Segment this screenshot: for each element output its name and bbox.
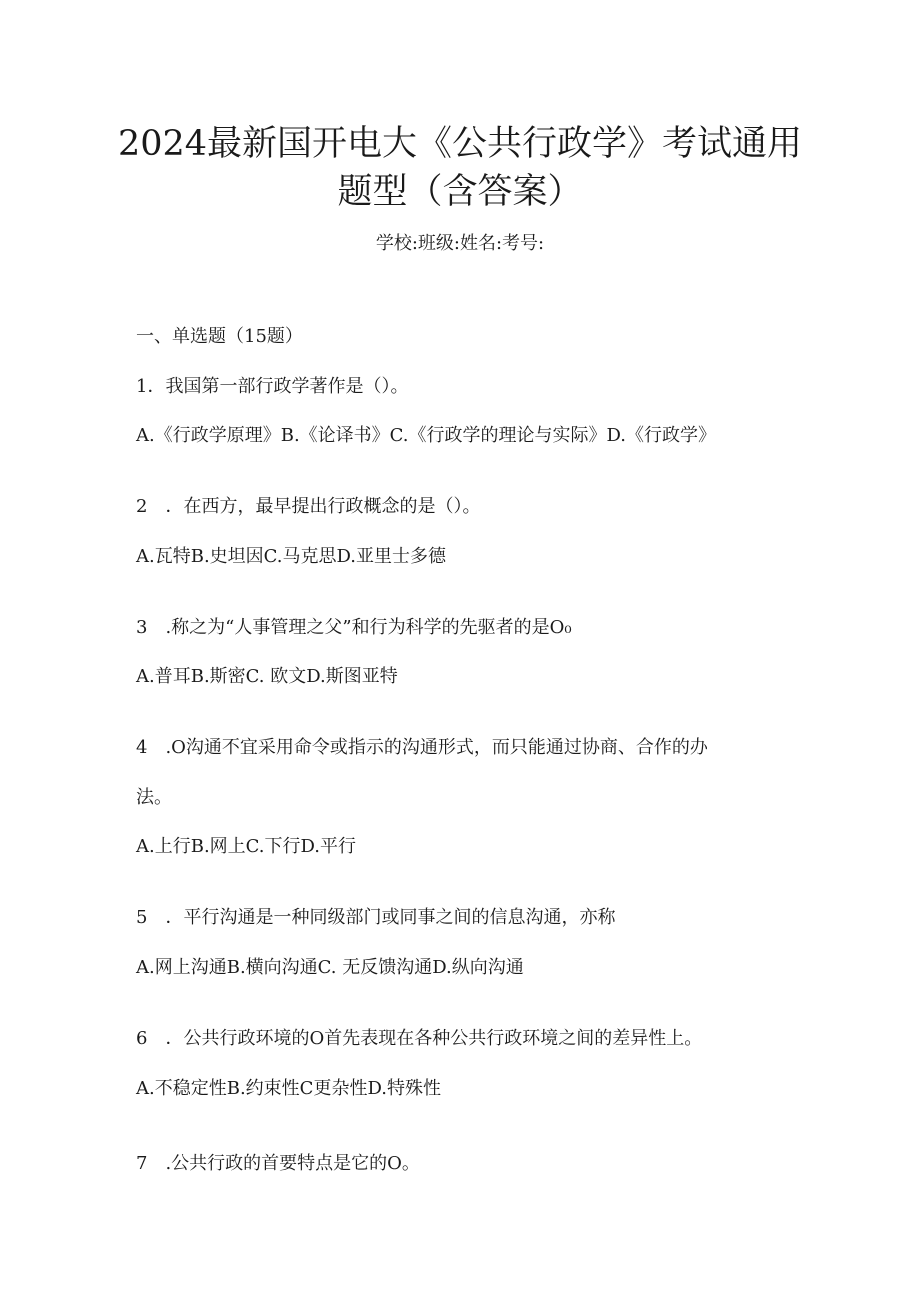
question-1-options: A.《行政学原理》B.《论译书》C.《行政学的理论与实际》D.《行政学》	[136, 425, 717, 446]
question-4-stem-line-2: 法。	[136, 787, 172, 808]
question-6-options: A.不稳定性B.约束性C更杂性D.特殊性	[136, 1078, 441, 1099]
document-title-line-2: 题型（含答案）	[337, 172, 583, 212]
section-heading: 一、单选题（15题）	[136, 326, 303, 347]
document-title-line-1: 2024最新国开电大《公共行政学》考试通用	[117, 124, 803, 164]
question-3-options: A.普耳B.斯密C. 欧文D.斯图亚特	[136, 666, 398, 687]
question-1-stem: 1．我国第一部行政学著作是（）。	[136, 376, 409, 397]
student-info-line: 学校:班级:姓名:考号:	[375, 233, 545, 254]
question-3-stem: 3 .称之为“人事管理之父”和行为科学的先驱者的是O₀	[136, 617, 572, 638]
question-2-stem: 2 ．在西方，最早提出行政概念的是（）。	[136, 496, 481, 517]
question-7-stem: 7 .公共行政的首要特点是它的O。	[136, 1153, 420, 1174]
question-4-options: A.上行B.网上C.下行D.平行	[136, 836, 357, 857]
question-4-stem-line-1: 4 .O沟通不宜采用命令或指示的沟通形式，而只能通过协商、合作的办	[136, 737, 708, 758]
question-6-stem: 6 ．公共行政环境的O首先表现在各种公共行政环境之间的差异性上。	[136, 1028, 703, 1049]
question-5-options: A.网上沟通B.横向沟通C. 无反馈沟通D.纵向沟通	[136, 957, 524, 978]
question-2-options: A.瓦特B.史坦因C.马克思D.亚里士多德	[136, 546, 447, 567]
question-5-stem: 5 ．平行沟通是一种同级部门或同事之间的信息沟通，亦称	[136, 907, 616, 928]
